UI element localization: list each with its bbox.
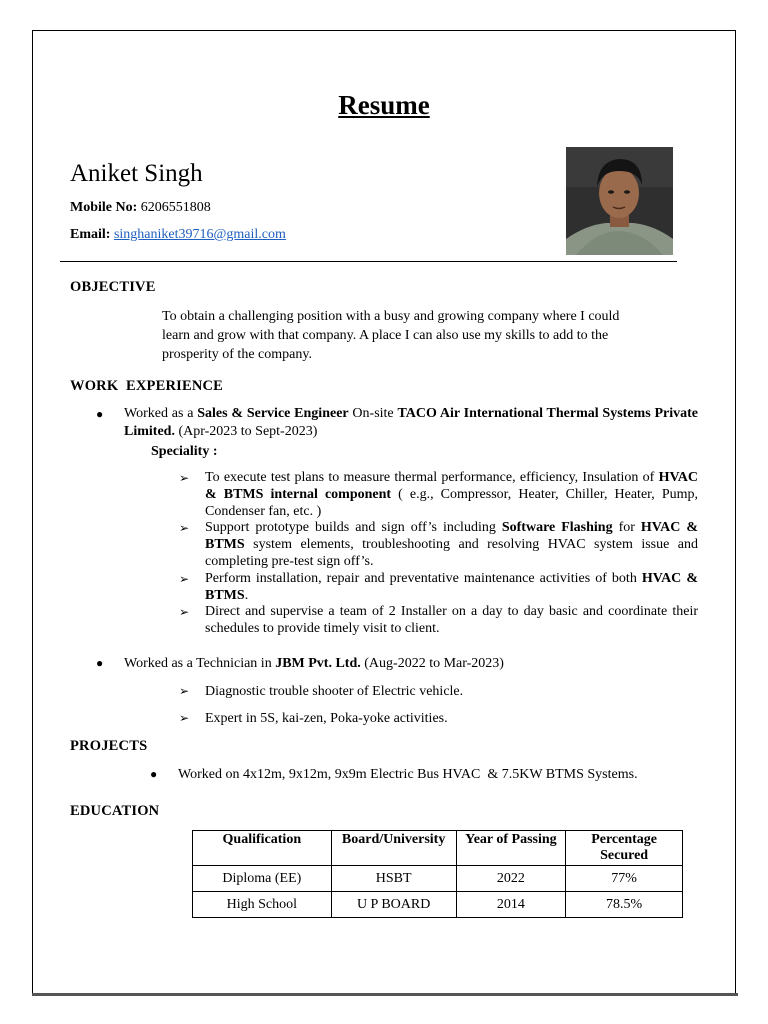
arrow-bullet-icon: ➢ xyxy=(179,711,190,725)
header-divider xyxy=(60,261,677,262)
job2-item: Expert in 5S, kai-zen, Poka-yoke activities. xyxy=(205,711,448,726)
education-heading: EDUCATION xyxy=(70,803,160,819)
table-cell: U P BOARD xyxy=(331,892,456,918)
table-row xyxy=(193,892,683,918)
table-cell: HSBT xyxy=(331,866,456,892)
speciality-item: Perform installation, repair and preventative maintenance activities of both HVAC & BTMS. xyxy=(205,571,698,603)
arrow-bullet-icon: ➢ xyxy=(179,521,190,535)
bullet-icon: ● xyxy=(96,656,104,670)
bullet-icon: ● xyxy=(150,767,158,781)
table-cell: 78.5% xyxy=(566,892,683,918)
mobile-line xyxy=(70,200,211,216)
job1-role: Sales & Service Engineer xyxy=(197,406,349,421)
email-link[interactable]: singhaniket39716@gmail.com xyxy=(113,227,286,242)
objective-line: To obtain a challenging position with a busy and growing company where I could xyxy=(162,309,620,324)
table-header-row xyxy=(193,831,683,866)
email-line xyxy=(70,227,286,243)
column-header: Percentage Secured xyxy=(566,831,683,866)
column-header: Year of Passing xyxy=(456,831,566,866)
job2-text: Worked as a Technician in JBM Pvt. Ltd. (Aug-2022 to Mar-2023) xyxy=(124,656,504,671)
email-label: Email: xyxy=(70,227,111,242)
bullet-icon: ● xyxy=(96,407,104,421)
mobile-label: Mobile No: xyxy=(70,200,138,215)
speciality-label: Speciality : xyxy=(151,444,218,459)
job1-period: (Apr-2023 to Sept-2023) xyxy=(174,424,318,439)
table-cell: 77% xyxy=(566,866,683,892)
profile-photo xyxy=(566,147,673,255)
candidate-name: Aniket Singh xyxy=(70,160,203,187)
speciality-item: Direct and supervise a team of 2 Installer on a day to day basic and coordinate their schedules to provide timely visit to client. xyxy=(205,604,698,636)
table-cell: Diploma (EE) xyxy=(193,866,332,892)
speciality-item: Support prototype builds and sign off’s including Software Flashing for HVAC & BTMS system elements, troubleshooting and resolving HVAC system issue and completing pre-test sign off’s. xyxy=(205,520,698,569)
objective-line: learn and grow with that company. A place I can also use my skills to add to the xyxy=(162,328,609,343)
page-shadow xyxy=(32,993,738,996)
arrow-bullet-icon: ➢ xyxy=(179,572,190,586)
education-table xyxy=(192,830,683,918)
objective-line: prosperity of the company. xyxy=(162,347,312,362)
projects-heading: PROJECTS xyxy=(70,738,148,754)
table-cell: High School xyxy=(193,892,332,918)
work-experience-heading: WORK EXPERIENCE xyxy=(70,378,224,394)
table-row xyxy=(193,866,683,892)
objective-text xyxy=(162,307,692,364)
arrow-bullet-icon: ➢ xyxy=(179,684,190,698)
column-header: Board/University xyxy=(331,831,456,866)
table-cell: 2014 xyxy=(456,892,566,918)
objective-heading: OBJECTIVE xyxy=(70,279,156,295)
job2-period: (Aug-2022 to Mar-2023) xyxy=(360,656,504,671)
arrow-bullet-icon: ➢ xyxy=(179,471,190,485)
job2-company: JBM Pvt. Ltd. xyxy=(275,656,361,671)
column-header: Qualification xyxy=(193,831,332,866)
job1-company: TACO Air International Thermal Systems Private Limited. xyxy=(124,406,698,439)
mobile-value: 6206551808 xyxy=(140,200,211,215)
job1-text: Worked as a Sales & Service Engineer On-site TACO Air International Thermal Systems Private Limited. (Apr-2023 to Sept-2023) xyxy=(124,406,698,439)
page-title: Resume xyxy=(338,90,430,120)
table-cell: 2022 xyxy=(456,866,566,892)
project-item: Worked on 4x12m, 9x12m, 9x9m Electric Bus HVAC & 7.5KW BTMS Systems. xyxy=(178,767,638,782)
arrow-bullet-icon: ➢ xyxy=(179,605,190,619)
speciality-item: To execute test plans to measure thermal performance, efficiency, Insulation of HVAC & BTMS internal component ( e.g., Compressor, Heater, Chiller, Heater, Pump, Condenser fan, etc. ) xyxy=(205,470,699,519)
job2-item: Diagnostic trouble shooter of Electric vehicle. xyxy=(205,684,464,699)
profile-photo-image xyxy=(566,147,673,255)
